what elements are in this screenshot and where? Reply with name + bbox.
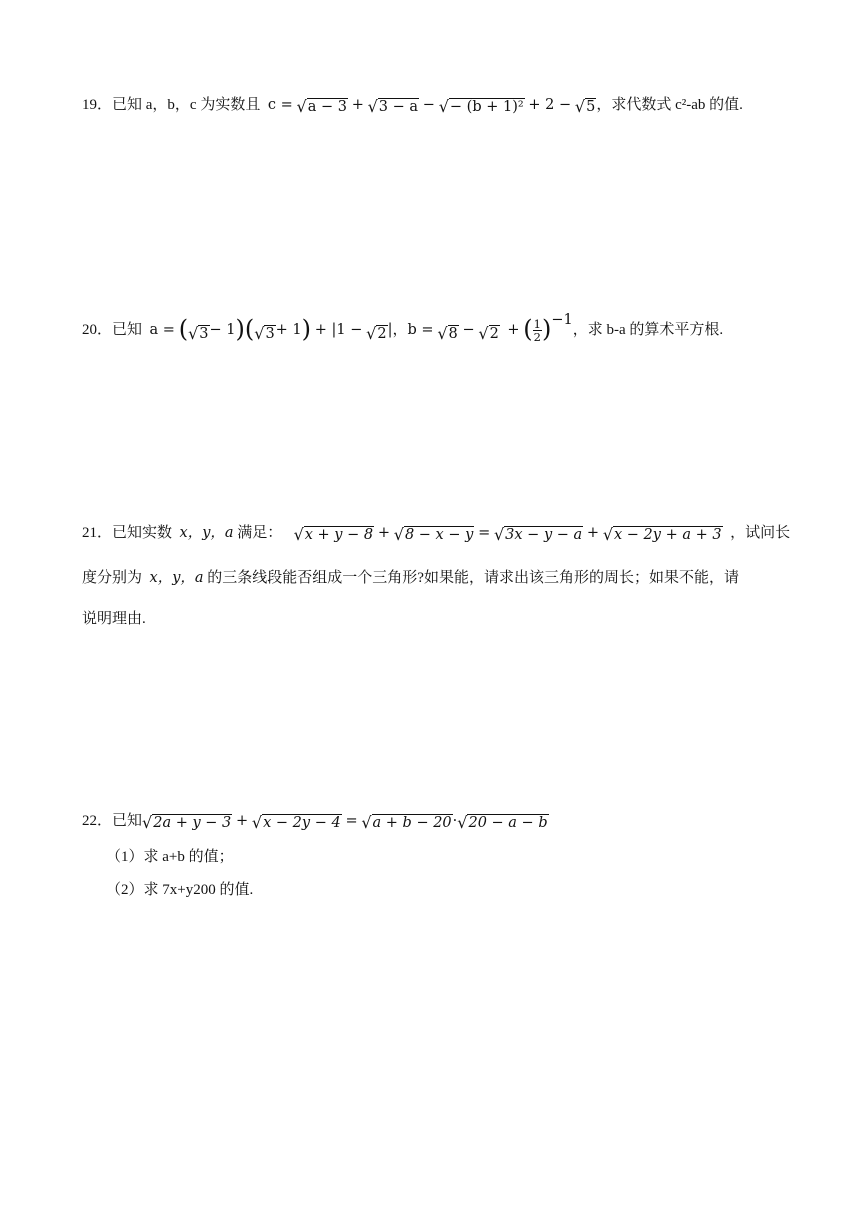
sqrt-expression: √ x − 2y + a + 3 [602,525,722,544]
question-21-line-2 [82,567,739,589]
question-text: 说明理由. [82,611,146,627]
question-number: 21． [82,525,113,541]
math-text: b = [407,322,434,338]
question-number: 20． [82,322,113,338]
question-text: 满足： [237,525,283,541]
question-22-sub-1 [106,846,234,868]
punctuation: ， [392,322,408,338]
math-variables: x，y，a [179,525,234,541]
sub-question: （2）求 7x+y200 的值. [106,882,254,898]
sqrt-expression: √ a − 3 [296,97,347,116]
math-text: a = [149,322,175,338]
sqrt-expression: √ 2a + y − 3 [142,813,232,832]
question-intro: 已知 a，b，c 为实数且 [112,97,261,113]
sub-question: （1）求 a+b 的值； [106,849,234,865]
sqrt-expression: √ − (b + 1)² [438,97,524,116]
math-operator: = [478,525,491,541]
math-operator: + [586,525,600,541]
sqrt-expression: √ 8 [437,324,458,344]
math-operator: + [236,813,249,829]
question-intro: 已知 [112,322,143,338]
sqrt-expression: √ x + y − 8 [293,525,374,544]
math-operator: + [507,322,520,338]
math-operator: − [422,97,435,113]
sqrt-expression: √ x − 2y − 4 [251,813,341,832]
sqrt-expression: √ 20 − a − b [457,813,548,832]
question-text: ，试问长 [730,525,791,541]
question-tail: ，求 b-a 的算术平方根. [572,322,724,338]
sqrt-expression: √ 8 − x − y [393,525,474,544]
math-text: + 2 − [528,97,572,113]
sqrt-expression: √ 3 [188,324,209,344]
question-22 [82,810,549,832]
question-22-sub-2 [106,879,253,901]
math-operator: + [377,525,391,541]
question-20: 20．已知 a = ( √ 3 − 1)( √ 3 + 1) + |1 − √ 2 |，b = √ 8 − √ 2 + ( $\frac{1}{2}$ )$^{-1}$，求 b-a 的算术平方根. [82,312,724,345]
question-19 [82,94,743,116]
question-text: 度分别为 [82,570,143,586]
math-variables: x，y，a [149,570,204,586]
question-intro: 已知 [112,813,143,829]
math-operator: = [345,813,358,829]
question-number: 22． [82,813,113,829]
math-operator: + [351,97,364,113]
sqrt-expression: √ 2 [478,324,499,344]
question-intro: 已知实数 [112,525,173,541]
fraction: $\frac{1}{2}$ [533,317,541,345]
exponent: −1 [551,312,573,328]
question-text: 的三条线段能否组成一个三角形?如果能，请求出该三角形的周长；如果不能，请 [207,570,739,586]
math-text: | [387,322,393,338]
math-operator: · [452,813,458,829]
question-21-line-3 [82,608,146,630]
sqrt-expression: √ 3 [254,324,275,344]
sqrt-expression: √ 3 − a [367,97,419,116]
sqrt-expression: √ a + b − 20 [361,813,452,832]
math-text: + |1 − [314,322,363,338]
math-operator: − [462,322,475,338]
sqrt-expression: √ 2 [366,324,387,344]
math-text: + 1 [275,322,302,338]
sqrt-expression: √ 5 [574,97,596,116]
question-number: 19． [82,97,113,113]
question-21 [82,522,790,544]
sqrt-expression: √ 3x − y − a [493,525,583,544]
math-text: − 1 [209,322,236,338]
math-text: c = [267,97,293,113]
question-tail: ，求代数式 c²-ab 的值. [596,97,743,113]
